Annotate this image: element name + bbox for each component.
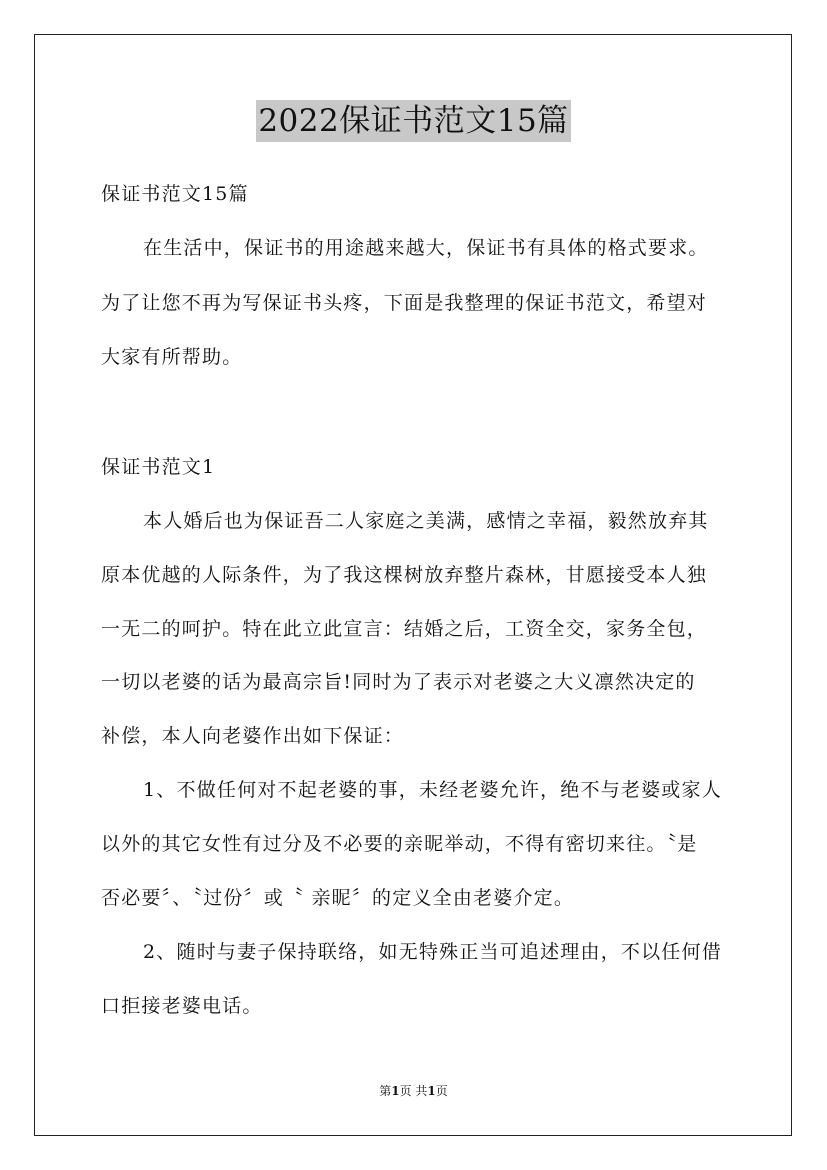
para1-line-4: 一切以老婆的话为最高宗旨!同时为了表示对老婆之大义凛然决定的 — [101, 671, 696, 693]
footer-page-current: 1 — [391, 1084, 400, 1098]
item2-line-2: 口拒接老婆电话。 — [101, 995, 263, 1017]
para1-line-3: 一无二的呵护。特在此立此宣言：结婚之后，工资全交，家务全包， — [101, 618, 708, 640]
intro-line-3: 大家有所帮助。 — [101, 346, 243, 368]
footer-page-suffix: 页 — [435, 1084, 448, 1098]
page-footer — [0, 1083, 827, 1099]
para1-line-2: 原本优越的人际条件，为了我这棵树放弃整片森林，甘愿接受本人独 — [101, 564, 708, 586]
document-subtitle: 保证书范文15篇 — [101, 183, 249, 205]
document-title: 2022保证书范文15篇 — [256, 100, 570, 142]
footer-page-mid: 页 共 — [399, 1084, 428, 1098]
para1-line-1: 本人婚后也为保证吾二人家庭之美满，感情之幸福，毅然放弃其 — [143, 510, 709, 532]
item1-line-1: 1、不做任何对不起老婆的事，未经老婆允许，绝不与老婆或家人 — [143, 779, 722, 801]
intro-line-1: 在生活中，保证书的用途越来越大，保证书有具体的格式要求。 — [143, 237, 709, 259]
footer-page-total: 1 — [427, 1084, 436, 1098]
section-heading: 保证书范文1 — [101, 456, 216, 478]
intro-line-2: 为了让您不再为写保证书头疼，下面是我整理的保证书范文，希望对 — [101, 292, 708, 314]
title-wrap — [0, 100, 827, 142]
item1-line-2: 以外的其它女性有过分及不必要的亲昵举动，不得有密切来往。〝是 — [101, 833, 698, 855]
para1-line-5: 补偿，本人向老婆作出如下保证： — [101, 725, 405, 747]
item1-line-3: 否必要〞、〝过份〞或〝 亲昵〞的定义全由老婆介定。 — [101, 887, 575, 909]
footer-page-prefix: 第 — [379, 1084, 392, 1098]
item2-line-1: 2、随时与妻子保持联络，如无特殊正当可追述理由，不以任何借 — [143, 941, 722, 963]
